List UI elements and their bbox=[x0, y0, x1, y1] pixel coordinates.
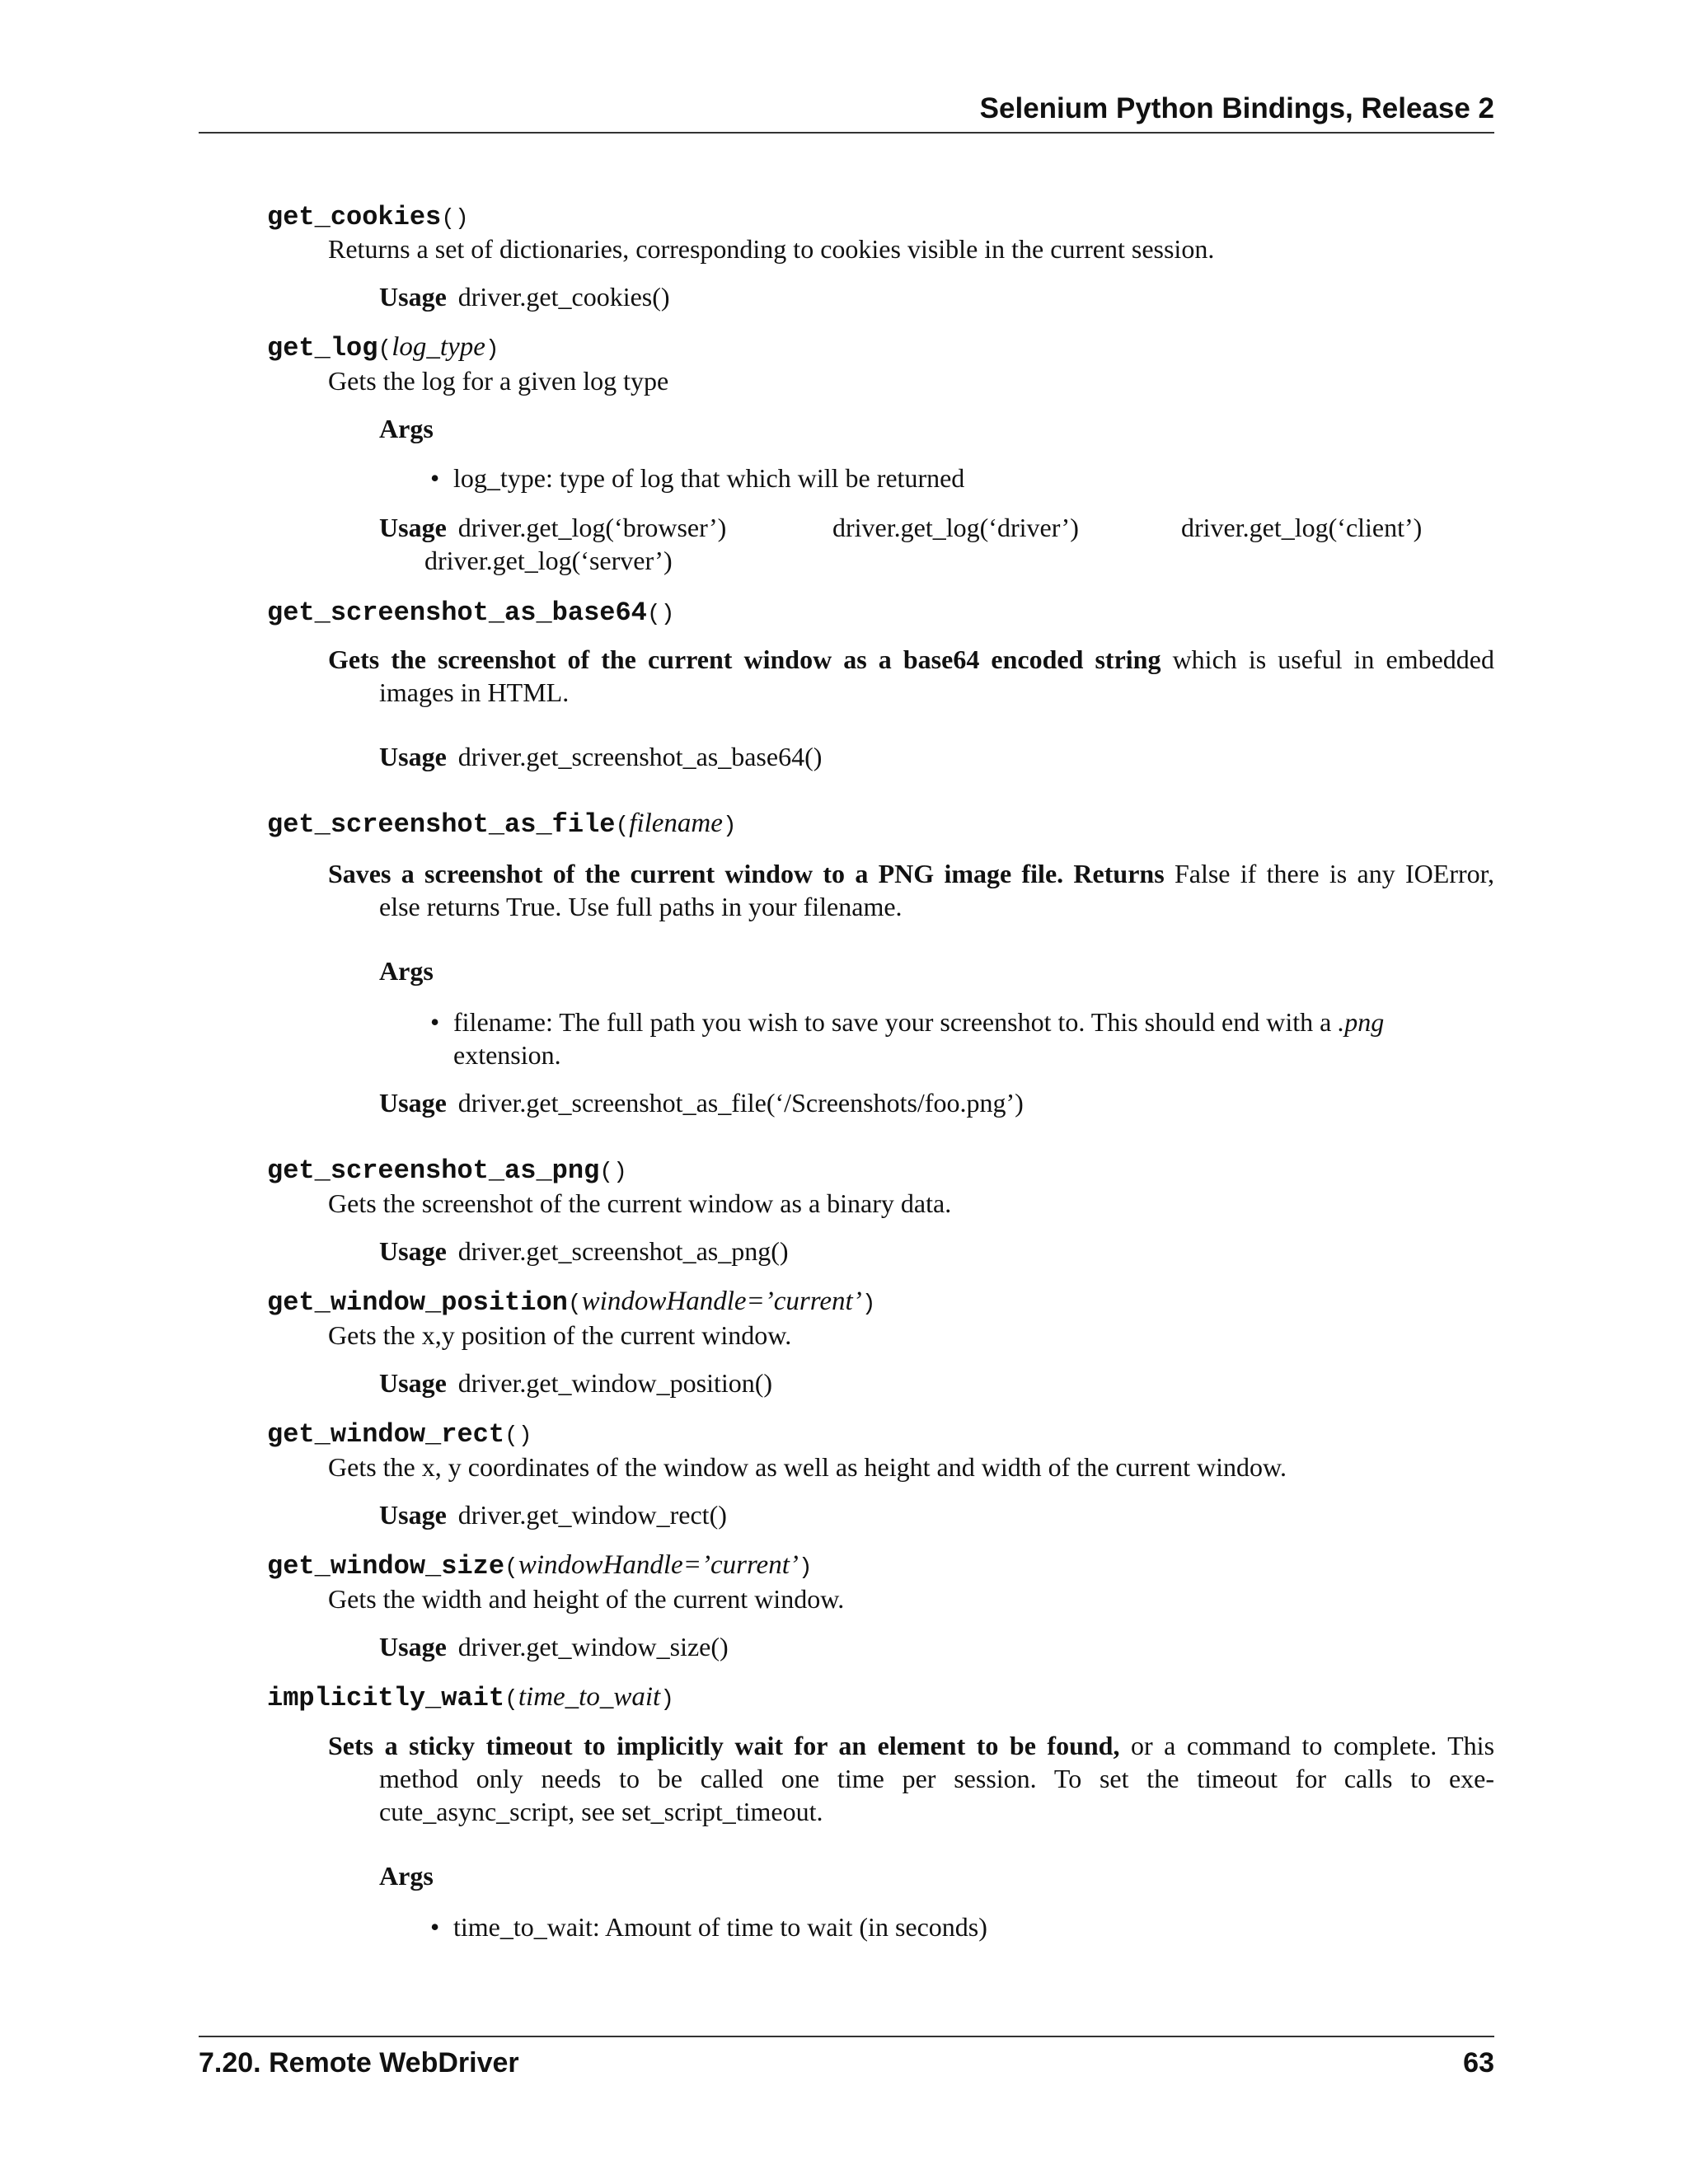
method-description: Gets the x,y position of the current window. bbox=[328, 1320, 792, 1350]
method-name: get_log bbox=[267, 333, 378, 363]
document-page: Selenium Python Bindings, Release 2 get_cookies() Returns a set of dictionaries, corresponding to cookies visible in the current session. Usage driver.get_cookies() get_log(log_type) Gets the log for a given log type Args • log_type: type of log that which will be returned Usage driver.get_log(‘browser’) driver.get_log(‘driver’) driver.get_log(‘client’) driver.get_log(‘server’) get_screenshot_as_base64() Gets the screenshot of the current window as a base64 encoded string which is useful in embedded images in HTML. Usage driver.get_screenshot_as_base64() get_screenshot_as_file(filename) Saves a screenshot of the current window to a PNG image file. Returns False if there is any IOError, else returns True. Use full paths in your filename. Args • filename: The full path you wish to save your screenshot to. This should end with a .png extension. Usage driver.get_screenshot_as_file(‘/Screenshots/foo.png’) get_screenshot_as_png() Gets the screenshot of the current window as a binary data. Usage driver.get_screenshot_as_png() get_window_position(windowHandle=’current’) Gets the x,y position of the current window. Usage driver.get_window_position() get_window_rect() Gets the x, y coordinates of the window as well as height and width of the current window. Usage driver.get_window_rect() get_window_size(windowHandle=’current’) Gets the width and height of the current window. Usage driver.get_window_size() implicitly_wait(time_to_wait) Sets a sticky timeout to implicitly wait for an element to be found, or a command to complete. This method only needs to be called one time per session. To set the timeout for calls to exe- cute_async_script, see set_script_timeout. Args • time_to_wait: Amount of time to wait (in seconds) 7.20. Remote WebDriver 63 bbox=[0, 0, 1688, 2184]
method-signature-get-screenshot-as-file: get_screenshot_as_file(filename) bbox=[267, 808, 737, 840]
method-name: get_window_position bbox=[267, 1287, 568, 1318]
usage-line: driver.get_log(‘client’) bbox=[1181, 513, 1423, 542]
method-signature-get-screenshot-as-base64: get_screenshot_as_base64() bbox=[267, 598, 675, 628]
method-description: Gets the screenshot of the current window as a base64 encoded string which is useful in embedded images in HTML. bbox=[328, 644, 1495, 707]
method-description: Gets the width and height of the current window. bbox=[328, 1584, 845, 1614]
method-signature-get-window-position: get_window_position(windowHandle=’current’) bbox=[267, 1286, 876, 1318]
args-label: Args bbox=[379, 1861, 434, 1891]
method-arg: log_type bbox=[392, 332, 485, 362]
method-signature-get-cookies: get_cookies() bbox=[267, 202, 469, 232]
method-signature-get-window-rect: get_window_rect() bbox=[267, 1419, 532, 1450]
header-title: Selenium Python Bindings, Release 2 bbox=[979, 92, 1494, 124]
method-name: get_window_rect bbox=[267, 1419, 505, 1450]
usage-line: Usage driver.get_cookies() bbox=[379, 282, 670, 312]
usage-line: Usage driver.get_screenshot_as_base64() bbox=[379, 742, 823, 771]
usage-line: Usage driver.get_screenshot_as_png() bbox=[379, 1236, 789, 1266]
method-signature-get-log: get_log(log_type) bbox=[267, 332, 499, 363]
method-arg: time_to_wait bbox=[518, 1682, 661, 1712]
method-description: Gets the log for a given log type bbox=[328, 366, 669, 396]
usage-line: Usage driver.get_window_size() bbox=[379, 1632, 729, 1661]
bullet-icon: • bbox=[430, 1007, 440, 1037]
usage-line: Usage driver.get_window_position() bbox=[379, 1368, 773, 1398]
method-arg: windowHandle=’current’ bbox=[581, 1286, 862, 1316]
method-name: get_cookies bbox=[267, 202, 442, 232]
bullet-icon: • bbox=[430, 463, 440, 493]
page-header bbox=[199, 92, 1494, 134]
method-name: get_window_size bbox=[267, 1551, 505, 1582]
method-arg: windowHandle=’current’ bbox=[518, 1550, 799, 1580]
usage-line: driver.get_log(‘server’) bbox=[424, 546, 673, 575]
method-signature-get-screenshot-as-png: get_screenshot_as_png() bbox=[267, 1155, 627, 1186]
args-label: Args bbox=[379, 956, 434, 986]
usage-line: Usage driver.get_window_rect() bbox=[379, 1500, 727, 1530]
method-signature-implicitly-wait: implicitly_wait(time_to_wait) bbox=[267, 1682, 675, 1713]
page-number: 63 bbox=[1463, 2047, 1494, 2079]
usage-line: Usage driver.get_log(‘browser’) bbox=[379, 513, 727, 542]
usage-line: Usage driver.get_screenshot_as_file(‘/Screenshots/foo.png’) bbox=[379, 1088, 1024, 1118]
method-description: Sets a sticky timeout to implicitly wait for an element to be found, or a command to complete. This method only needs to be called one time per session. To set the timeout for calls to exe- cute_async_script, see set_script_timeout. bbox=[328, 1731, 1495, 1826]
page-footer bbox=[199, 2036, 1494, 2087]
method-description: Gets the x, y coordinates of the window as well as height and width of the current window. bbox=[328, 1452, 1287, 1482]
method-description: Returns a set of dictionaries, corresponding to cookies visible in the current session. bbox=[328, 234, 1215, 264]
method-name: get_screenshot_as_base64 bbox=[267, 598, 647, 628]
args-label: Args bbox=[379, 414, 434, 443]
method-signature-get-window-size: get_window_size(windowHandle=’current’) bbox=[267, 1550, 813, 1582]
method-name: get_screenshot_as_file bbox=[267, 809, 616, 840]
method-description: Saves a screenshot of the current window to a PNG image file. Returns False if there is any IOError, else returns True. Use full paths in your filename. bbox=[328, 859, 1495, 921]
method-description: Gets the screenshot of the current window as a binary data. bbox=[328, 1188, 952, 1218]
method-arg: filename bbox=[629, 808, 723, 838]
footer-section: 7.20. Remote WebDriver bbox=[199, 2047, 519, 2079]
bullet-icon: • bbox=[430, 1912, 440, 1942]
method-name: implicitly_wait bbox=[267, 1683, 505, 1713]
usage-line: driver.get_log(‘driver’) bbox=[832, 513, 1079, 542]
method-name: get_screenshot_as_png bbox=[267, 1155, 600, 1186]
